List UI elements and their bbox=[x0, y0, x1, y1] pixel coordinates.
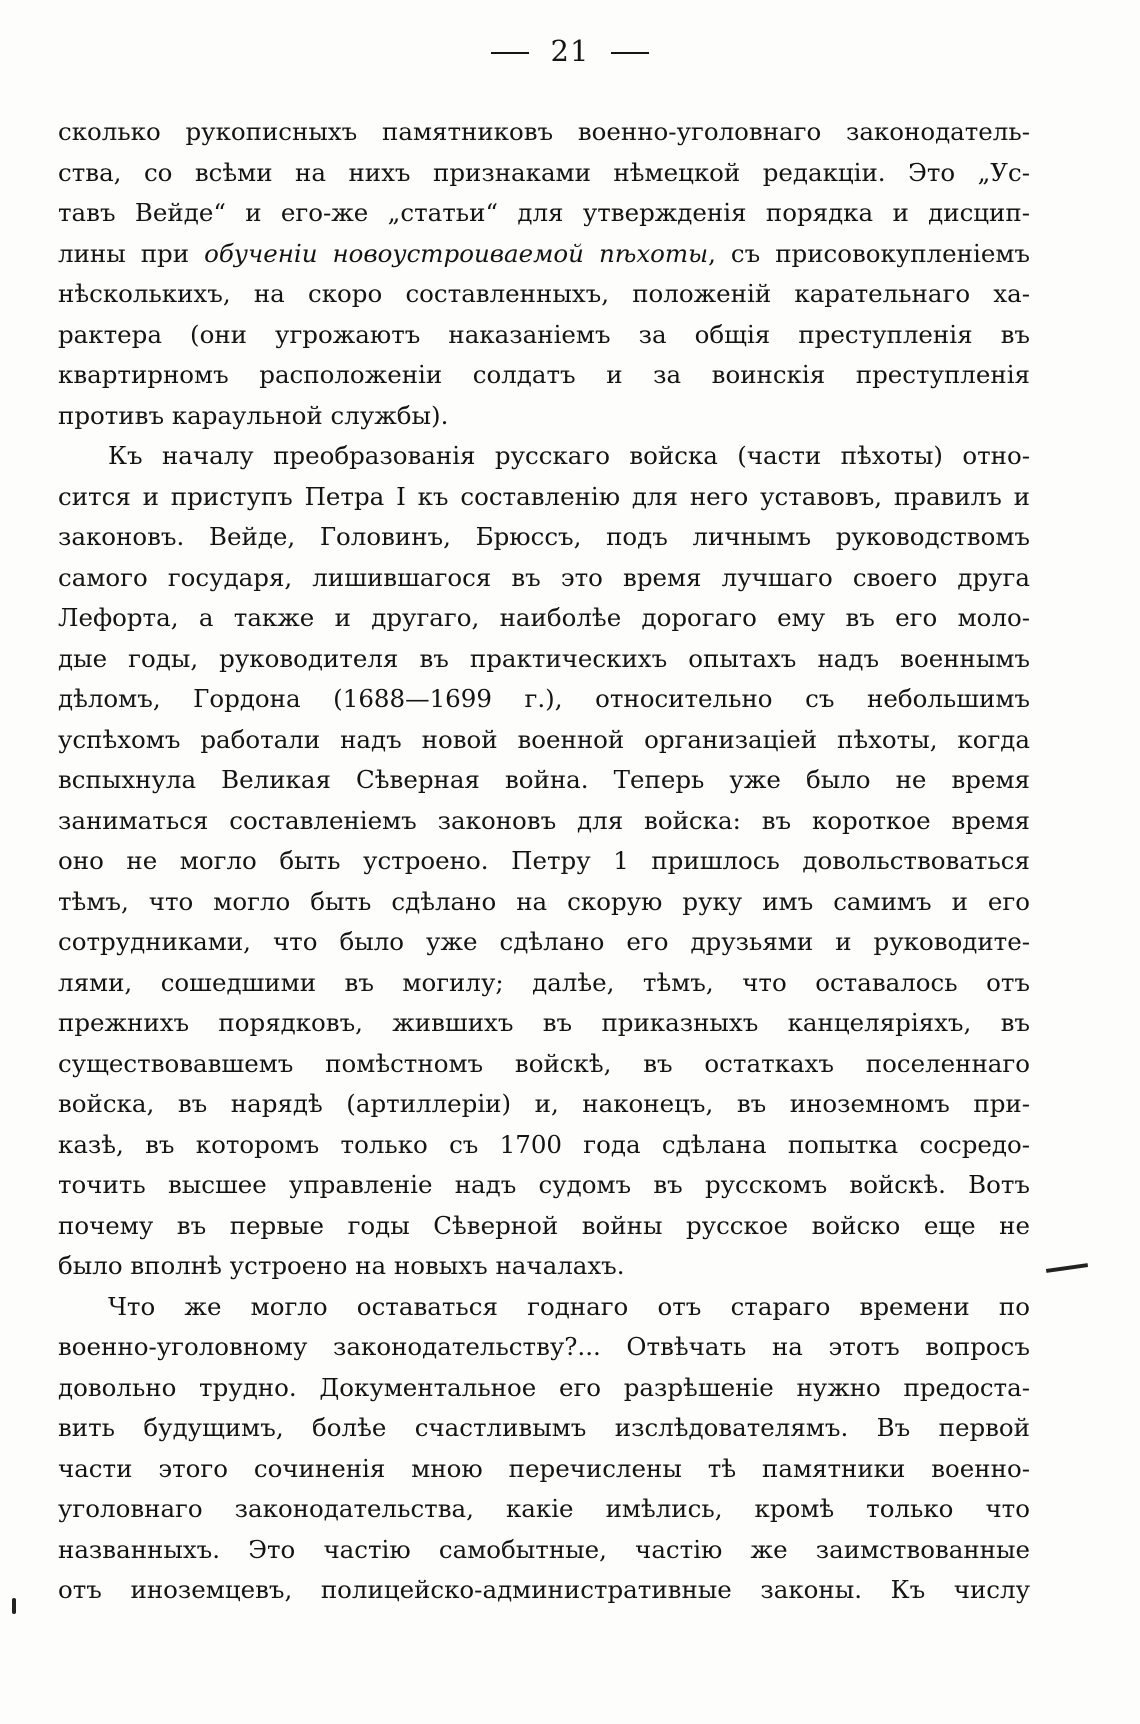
text-segment: лины при bbox=[58, 238, 205, 268]
text-line: довольно трудно. Документальное его разрѣшеніе нужно предоста- bbox=[58, 1372, 1030, 1402]
text-line: военно-уголовному законодательству?... Отвѣчать на этотъ вопросъ bbox=[58, 1332, 1030, 1361]
margin-pen-mark bbox=[10, 1598, 18, 1614]
text-line: уголовнаго законодательства, какіе имѣлись, кромѣ только что bbox=[58, 1494, 1030, 1523]
text-line: войска, въ нарядѣ (артиллеріи) и, наконецъ, въ иноземномъ при- bbox=[58, 1089, 1030, 1118]
text-line: нѣсколькихъ, на скоро составленныхъ, положеній карательнаго ха- bbox=[58, 279, 1030, 308]
text-line: самого государя, лишившагося въ это время лучшаго своего друга bbox=[58, 562, 1030, 592]
text-line: противъ караульной службы). bbox=[58, 400, 449, 430]
text-line: точить высшее управленіе надъ судомъ въ русскомъ войскѣ. Вотъ bbox=[58, 1170, 1030, 1199]
text-line: квартирномъ расположеніи солдатъ и за воинскія преступленія bbox=[58, 360, 1030, 389]
text-line: сится и приступъ Петра I къ составленію для него уставовъ, правилъ и bbox=[58, 481, 1030, 511]
text-line: отъ иноземцевъ, полицейско-административные законы. Къ числу bbox=[58, 1575, 1030, 1604]
text-line: ства, со всѣми на нихъ признаками нѣмецкой редакціи. Это „Ус- bbox=[58, 157, 1030, 187]
text-line: дые годы, руководителя въ практическихъ опытахъ надъ военнымъ bbox=[58, 643, 1030, 673]
text-line: законовъ. Вейде, Головинъ, Брюссъ, подъ личнымъ руководствомъ bbox=[58, 522, 1030, 551]
body-text bbox=[58, 112, 1030, 1611]
text-line: тѣмъ, что могло быть сдѣлано на скорую руку имъ самимъ и его bbox=[58, 886, 1030, 916]
text-line bbox=[58, 234, 1030, 275]
text-line: Что же могло оставаться годнаго отъ стараго времени по bbox=[108, 1291, 1030, 1321]
text-line: вить будущимъ, болѣе счастливымъ изслѣдователямъ. Въ первой bbox=[58, 1413, 1030, 1442]
text-line: Къ началу преобразованія русскаго войска (части пѣхоты) отно- bbox=[108, 441, 1030, 470]
page-number-text: 21 bbox=[550, 34, 590, 68]
text-line: казѣ, въ которомъ только съ 1700 года сдѣлана попытка сосредо- bbox=[58, 1129, 1030, 1159]
text-line: почему въ первые годы Сѣверной войны русское войско еще не bbox=[58, 1210, 1030, 1240]
text-line: прежнихъ порядковъ, жившихъ въ приказныхъ канцеляріяхъ, въ bbox=[58, 1008, 1030, 1037]
page-number bbox=[0, 34, 1140, 68]
text-segment: , съ присовокупленіемъ bbox=[708, 238, 1030, 268]
text-line: Лефорта, а также и другаго, наиболѣе дорогаго ему въ его моло- bbox=[58, 603, 1030, 632]
italic-phrase: обученіи новоустроиваемой пѣхоты bbox=[204, 238, 709, 268]
text-line: части этого сочиненія мною перечислены тѣ памятники военно- bbox=[58, 1453, 1030, 1483]
page-number-dash-left bbox=[491, 52, 529, 54]
page-number-dash-right bbox=[611, 52, 649, 54]
text-line: заниматься составленіемъ законовъ для войска: въ короткое время bbox=[58, 805, 1030, 835]
text-line: тавъ Вейде“ и его-же „статьи“ для утвержденія порядка и дисцип- bbox=[58, 198, 1030, 227]
text-line: успѣхомъ работали надъ новой военной организаціей пѣхоты, когда bbox=[58, 724, 1030, 754]
text-line: сотрудниками, что было уже сдѣлано его друзьями и руководите- bbox=[58, 927, 1030, 956]
text-line: вспыхнула Великая Сѣверная война. Теперь уже было не время bbox=[58, 765, 1030, 794]
text-line: сколько рукописныхъ памятниковъ военно-уголовнаго законодатель- bbox=[58, 117, 1030, 146]
text-line: было вполнѣ устроено на новыхъ началахъ. bbox=[58, 1251, 625, 1280]
text-line: существовавшемъ помѣстномъ войскѣ, въ остаткахъ поселеннаго bbox=[58, 1048, 1030, 1078]
margin-pen-mark bbox=[1046, 1263, 1088, 1273]
text-line: лями, сошедшими въ могилу; далѣе, тѣмъ, что оставалось отъ bbox=[58, 967, 1030, 997]
text-line: названныхъ. Это частію самобытные, частію же заимствованные bbox=[58, 1534, 1030, 1564]
text-line: дѣломъ, Гордона (1688—1699 г.), относительно съ небольшимъ bbox=[58, 684, 1030, 713]
text-line: оно не могло быть устроено. Петру 1 пришлось довольствоваться bbox=[58, 846, 1030, 875]
text-line: рактера (они угрожаютъ наказаніемъ за общія преступленія въ bbox=[58, 319, 1030, 349]
